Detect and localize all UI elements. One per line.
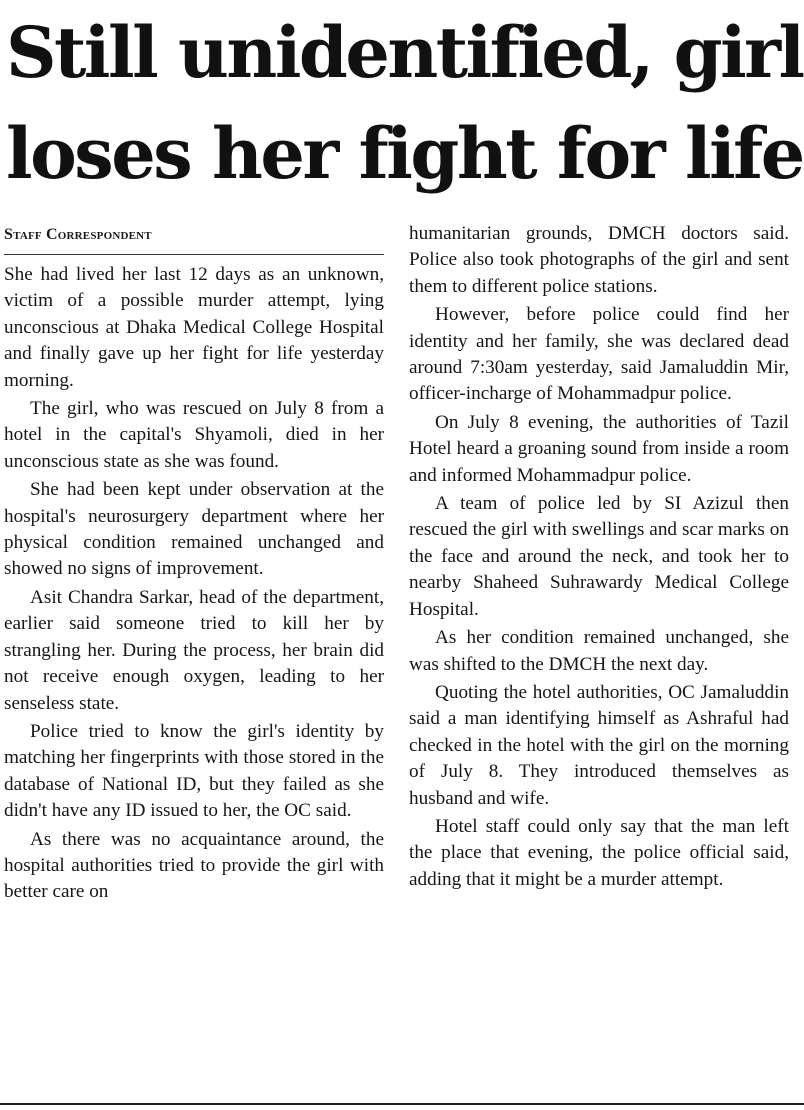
paragraph: Quoting the hotel authorities, OC Jamaluddin said a man identifying himself as Ashraful had checked in the hotel with the girl on the morning of July 8. They introduced themselves as husband and wife. xyxy=(409,681,789,809)
byline: Staff Correspondent xyxy=(4,226,152,243)
byline-divider xyxy=(4,254,384,255)
headline xyxy=(6,2,803,204)
paragraph: Police tried to know the girl's identity by matching her fingerprints with those stored in the database of National ID, but they failed as she didn't have any ID issued to her, the OC said. xyxy=(4,720,384,822)
headline-line-1: Still unidentified, girl xyxy=(6,11,803,94)
paragraph: As there was no acquaintance around, the hospital authorities tried to provide the girl with better care on xyxy=(4,828,384,903)
headline-line-2: loses her fight for life xyxy=(6,112,803,195)
paragraph: The girl, who was rescued on July 8 from a hotel in the capital's Shyamoli, died in her unconscious state as she was found. xyxy=(4,398,384,472)
article-column-left xyxy=(4,262,384,908)
paragraph-continued: humanitarian grounds, DMCH doctors said. Police also took photographs of the girl and sent them to different police stations. xyxy=(409,223,789,297)
paragraph: However, before police could find her identity and her family, she was declared dead around 7:30am yesterday, said Jamaluddin Mir, officer-incharge of Mohammadpur police. xyxy=(409,304,789,405)
paragraph: Asit Chandra Sarkar, head of the department, earlier said someone tried to kill her by strangling her. During the process, her brain did not receive enough oxygen, leading to her senseless state. xyxy=(4,586,384,714)
paragraph: As her condition remained unchanged, she was shifted to the DMCH the next day. xyxy=(409,627,789,675)
paragraph: A team of police led by SI Azizul then rescued the girl with swellings and scar marks on the face and around the neck, and took her to nearby Shaheed Suhrawardy Medical College Hospital. xyxy=(409,493,789,620)
paragraph: She had been kept under observation at the hospital's neurosurgery department where her physical condition remained unchanged and showed no signs of improvement. xyxy=(4,479,384,580)
bottom-divider xyxy=(0,1103,804,1105)
paragraph: Hotel staff could only say that the man left the place that evening, the police official said, adding that it might be a murder attempt. xyxy=(409,815,789,890)
paragraph: On July 8 evening, the authorities of Tazil Hotel heard a groaning sound from inside a room and informed Mohammadpur police. xyxy=(409,411,789,486)
paragraph: She had lived her last 12 days as an unknown, victim of a possible murder attempt, lying unconscious at Dhaka Medical College Hospital and finally gave up her fight for life yesterday morning. xyxy=(4,264,384,391)
article-column-right xyxy=(409,221,789,895)
